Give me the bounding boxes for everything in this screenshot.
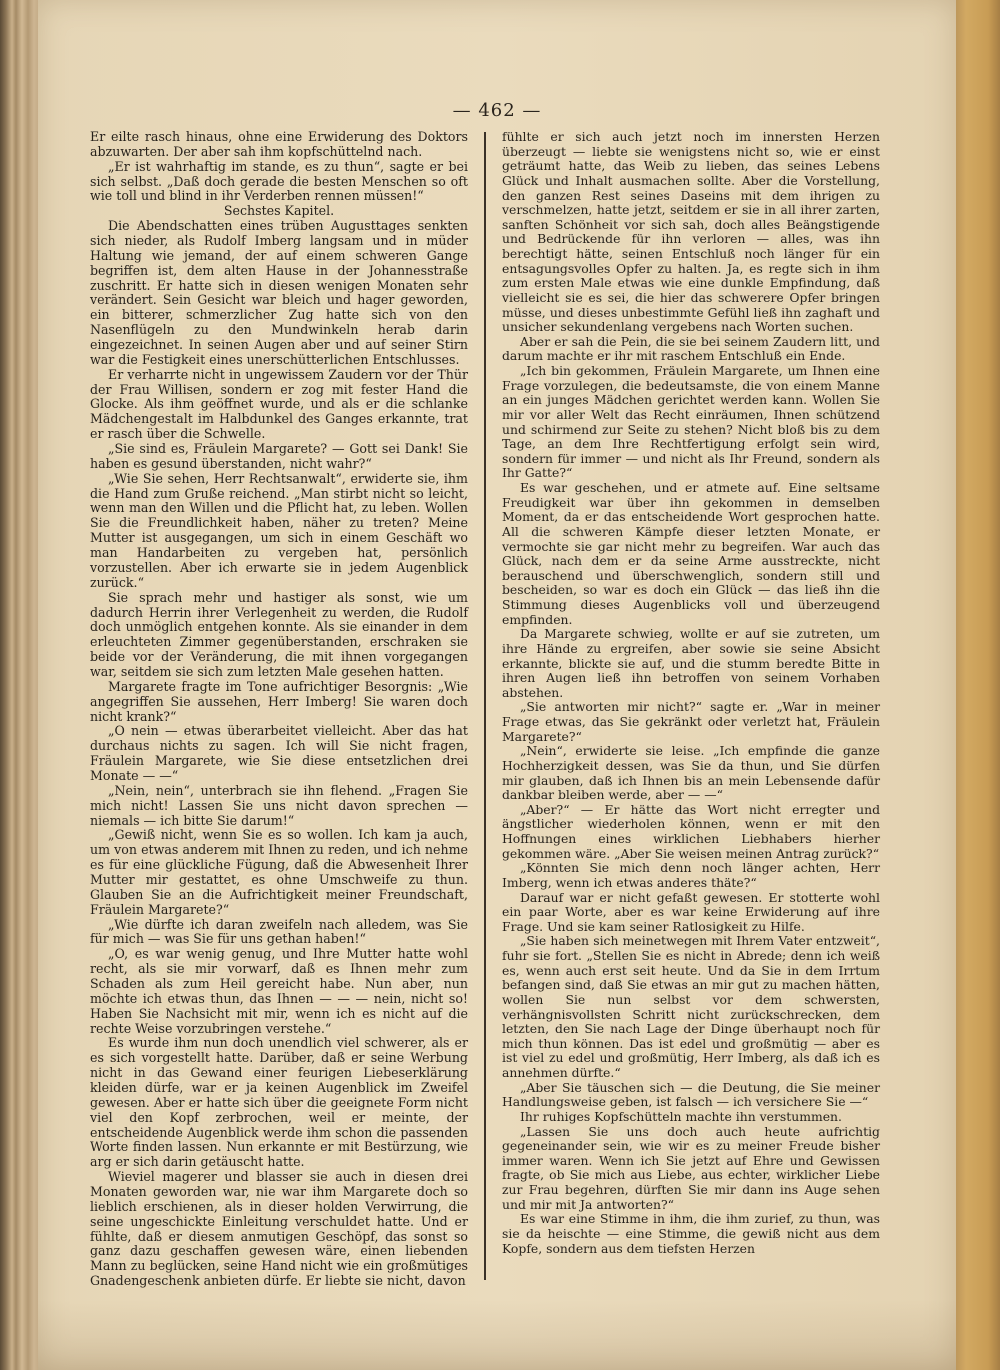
column-divider [484,132,486,1280]
paragraph: Darauf war er nicht gefaßt gewesen. Er stotterte wohl ein paar Worte, aber es war keine Erwiderung auf ihre Frage. Und sie kam seiner Ratlosigkeit zu Hilfe. [502,889,880,934]
paragraph: „O, es war wenig genug, und Ihre Mutter hatte wohl recht, als sie mir vorwarf, daß es Ihnen mehr zum Schaden als zum Heil gereicht habe. Nun aber, nun möchte ich etwas thun, das Ihnen — — — nein, nicht so! Haben Sie Nachsicht mit mir, wenn ich es nicht auf die rechte Weise vorzubringen verstehe.“ [90,946,468,1036]
paragraph: Die Abendschatten eines trüben Augusttages senkten sich nieder, als Rudolf Imberg langsam und in müder Haltung wie jemand, der auf einem schweren Gange begriffen ist, dem alten Hause in der Johannesstraße zuschritt. Er hatte sich in diesen wenigen Monaten sehr verändert. Sein Gesicht war bleich und hager geworden, ein bitterer, schmerzlicher Zug hatte sich von den Nasenflügeln zu den Mundwinkeln herab darin eingezeichnet. In seinen Augen aber und auf seiner Stirn war die Festigkeit eines unerschütterlichen Entschlusses. [90,218,468,367]
paragraph: Es wurde ihm nun doch unendlich viel schwerer, als er es sich vorgestellt hatte. Darüber, daß er seine Werbung nicht in das Gewand einer feurigen Liebeserklärung kleiden dürfe, war er ja keinen Augenblick im Zweifel gewesen. Aber er hatte sich über die geeignete Form nicht viel den Kopf zerbrochen, weil er meinte, der entscheidende Augenblick werde ihm schon die passenden Worte finden lassen. Nun erkannte er mit Bestürzung, wie arg er sich darin getäuscht hatte. [90,1035,468,1170]
right-text-column [502,130,880,1256]
paragraph: Da Margarete schwieg, wollte er auf sie zutreten, um ihre Hände zu ergreifen, aber sowie sie seine Absicht erkannte, blickte sie auf, und die stumm beredte Bitte in ihren Augen ließ ihn betroffen von seinem Vorhaben abstehen. [502,626,880,700]
paragraph: „Sie haben sich meinetwegen mit Ihrem Vater entzweit“, fuhr sie fort. „Stellen Sie es nicht in Abrede; denn ich weiß es, wenn auch erst seit heute. Und da Sie in dem Irrtum befangen sind, daß Sie etwas an mir gut zu machen hätten, wollen Sie nun selbst vor dem schwersten, verhängnisvollsten Schritt nicht zurückschrecken, dem letzten, den Sie nach Lage der Dinge überhaupt noch für mich thun können. Das ist edel und großmütig — aber es ist viel zu edel und großmütig, Herr Imberg, als daß ich es annehmen dürfte.“ [502,933,880,1080]
paragraph: Es war eine Stimme in ihm, die ihm zurief, zu thun, was sie da heischte — eine Stimme, die gewiß nicht aus dem Kopfe, sondern aus dem tiefsten Herzen [502,1211,880,1256]
paragraph: „Sie sind es, Fräulein Margarete? — Gott sei Dank! Sie haben es gesund überstanden, nicht wahr?“ [90,441,468,471]
paragraph: „Könnten Sie mich denn noch länger achten, Herr Imberg, wenn ich etwas anderes thäte?“ [502,860,880,890]
paragraph: „Lassen Sie uns doch auch heute aufrichtig gegeneinander sein, wie wir es zu meiner Freude bisher immer waren. Wenn ich Sie jetzt auf Ehre und Gewissen fragte, ob Sie mich aus Liebe, aus echter, wirklicher Liebe zur Frau begehren, dürften Sie mir dann ins Auge sehen und mir mit Ja antworten?“ [502,1123,880,1212]
paragraph: Margarete fragte im Tone aufrichtiger Besorgnis: „Wie angegriffen Sie aussehen, Herr Imberg! Sie waren doch nicht krank?“ [90,678,468,724]
book-page [38,0,956,1370]
paragraph: „Nein, nein“, unterbrach sie ihn flehend. „Fragen Sie mich nicht! Lassen Sie uns nicht davon sprechen — niemals — ich bitte Sie darum!“ [90,782,468,828]
paragraph: fühlte er sich auch jetzt noch im innersten Herzen überzeugt — liebte sie wenigstens nicht so, wie er einst geträumt hatte, das Weib zu lieben, das seines Lebens Glück und Inhalt ausmachen sollte. Aber die Vorstellung, den ganzen Rest seines Daseins mit dem ihrigen zu verschmelzen, hatte jetzt, seitdem er sie in all ihrer zarten, sanften Schönheit vor sich sah, doch alles Beängstigende und Bedrückende für ihn verloren — alles, was ihn berechtigt hätte, seinen Entschluß noch länger für ein entsagungsvolles Opfer zu halten. Ja, es regte sich in ihm zum ersten Male etwas wie eine dunkle Empfindung, daß vielleicht sie es sei, die hier das schwerere Opfer bringen müsse, und dieses unbestimmte Gefühl ließ ihn zaghaft und unsicher sekundenlang vergebens nach Worten suchen. [502,129,880,335]
paragraph: „Wie dürfte ich daran zweifeln nach alledem, was Sie für mich — was Sie für uns gethan haben!“ [90,916,468,947]
paragraph: „Ich bin gekommen, Fräulein Margarete, um Ihnen eine Frage vorzulegen, die bedeutsamste, die von einem Manne an ein junges Mädchen gerichtet werden kann. Wollen Sie mir vor aller Welt das Recht einräumen, Ihnen schützend und schirmend zur Seite zu stehen? Nicht bloß bis zu dem Tage, an dem Ihre Rechtfertigung erfolgt sein wird, sondern für immer — und nicht als Ihr Freund, sondern als Ihr Gatte?“ [502,363,880,481]
paragraph: Ihr ruhiges Kopfschütteln machte ihn verstummen. [520,1108,842,1124]
paragraph: „Aber Sie täuschen sich — die Deutung, die Sie meiner Handlungsweise geben, ist falsch — ich versichere Sie —“ [502,1079,880,1110]
page-number: — 462 — [452,100,542,121]
paragraph: „Nein“, erwiderte sie leise. „Ich empfinde die ganze Hochherzigkeit dessen, was Sie da thun, und Sie dürfen mir glauben, daß ich Ihnen bis an mein Lebensende dafür dankbar bleiben werde, aber — —“ [502,743,880,803]
chapter-heading: Sechstes Kapitel. [223,203,335,219]
paragraph: „Sie antworten mir nicht?“ sagte er. „War in meiner Frage etwas, das Sie gekränkt oder verletzt hat, Fräulein Margarete?“ [502,699,880,744]
paragraph: Er eilte rasch hinaus, ohne eine Erwiderung des Doktors abzuwarten. Der aber sah ihm kopfschüttelnd nach. [90,129,468,159]
paragraph: „O nein — etwas überarbeitet vielleicht. Aber das hat durchaus nichts zu sagen. Ich will Sie nicht fragen, Fräulein Margarete, wie Sie diese entsetzlichen drei Monate — —“ [90,723,468,783]
book-binding-edge [0,0,40,1370]
paragraph: „Wie Sie sehen, Herr Rechtsanwalt“, erwiderte sie, ihm die Hand zum Gruße reichend. „Man stirbt nicht so leicht, wenn man den Willen und die Pflicht hat, zu leben. Wollen Sie die Freundlichkeit haben, näher zu treten? Meine Mutter ist ausgegangen, um sich in einem Geschäft wo man Handarbeiten zu vergeben hat, persönlich vorzustellen. Aber ich erwarte sie in jedem Augenblick zurück.“ [90,470,468,590]
left-text-column [90,130,468,1289]
paragraph: Es war geschehen, und er atmete auf. Eine seltsame Freudigkeit war über ihn gekommen in demselben Moment, da er das entscheidende Wort gesprochen hatte. All die schweren Kämpfe dieser letzten Monate, er vermochte sie gar nicht mehr zu begreifen. War auch das Glück, nach dem er da seine Arme ausstreckte, nicht berauschend und überschwenglich, sondern still und bescheiden, so war es doch ein Glück — das ließ ihn die Stimmung dieses Augenblicks voll und überzeugend empfinden. [502,480,880,627]
paragraph: Aber er sah die Pein, die sie bei seinem Zaudern litt, und darum machte er ihr mit raschem Entschluß ein Ende. [502,333,880,364]
page-bottom-shadow [38,1300,956,1370]
paragraph: Sie sprach mehr und hastiger als sonst, wie um dadurch Herrin ihrer Verlegenheit zu werden, die Rudolf doch unmöglich entgehen konnte. Als sie einander in dem erleuchteten Zimmer gegenüberstanden, erschraken sie beide vor der Veränderung, die mit ihnen vorgegangen war, seitdem sie sich zum letzten Male gesehen hatten. [90,589,468,679]
paragraph: „Er ist wahrhaftig im stande, es zu thun“, sagte er bei sich selbst. „Daß doch gerade die besten Menschen so oft wie toll und blind in ihr Verderben rennen müssen!“ [90,158,468,204]
paragraph: Wieviel magerer und blasser sie auch in diesen drei Monaten geworden war, nie war ihm Margarete doch so lieblich erschienen, als in dieser holden Verwirrung, die seine ungeschickte Einleitung verschuldet hatte. Und er fühlte, daß er diesem anmutigen Geschöpf, das sonst so ganz dazu geschaffen gewesen wäre, einen liebenden Mann zu beglücken, seine Hand nicht wie ein großmütiges Gnadengeschenk anbieten dürfe. Er liebte sie nicht, davon [90,1169,468,1289]
paragraph: Er verharrte nicht in ungewissem Zaudern vor der Thür der Frau Willisen, sondern er zog mit fester Hand die Glocke. Als ihm geöffnet wurde, und als er die schlanke Mädchengestalt im Halbdunkel des Ganges erkannte, trat er rasch über die Schwelle. [90,366,468,442]
paragraph: „Aber?“ — Er hätte das Wort nicht erregter und ängstlicher wiederholen können, wenn er mit den Hoffnungen eines wirklichen Liebhabers hierher gekommen wäre. „Aber Sie weisen meinen Antrag zurück?“ [502,801,880,861]
paragraph: „Gewiß nicht, wenn Sie es so wollen. Ich kam ja auch, um von etwas anderem mit Ihnen zu reden, und ich nehme es für eine glückliche Fügung, daß die Abwesenheit Ihrer Mutter mir gestattet, es ohne Umschweife zu thun. Glauben Sie an die Aufrichtigkeit meiner Freundschaft, Fräulein Margarete?“ [90,827,468,917]
